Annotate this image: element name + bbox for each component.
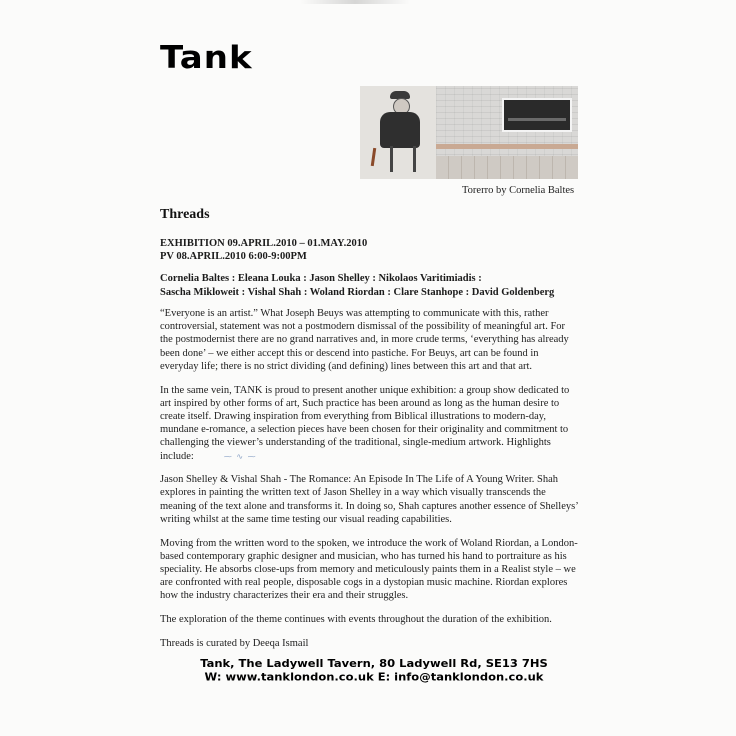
paragraph-text: In the same vein, TANK is proud to present another unique exhibition: a group show dedicated to art inspired by other forms of art, Such practice has been around as long as the human desire to create itself. Drawing inspiration from everything from Biblical illustrations to modern-day, mundane e-romance, a selection pieces have been chosen for their originality and commitment to challenging the viewer’s understanding of the traditional, single-medium artwork. Highlights include: [160, 384, 570, 462]
figure-legs [390, 146, 416, 172]
paragraph: Threads is curated by Deeqa Ismail [160, 637, 309, 649]
image-caption: Torerro by Cornelia Baltes [462, 185, 575, 196]
exhibition-title: Threads [160, 207, 210, 222]
hero-image [360, 86, 578, 179]
paragraph: The exploration of the theme continues with events throughout the duration of the exhibition. [160, 614, 552, 626]
paragraph: Jason Shelley & Vishal Shah - The Romance: An Episode In The Life of A Young Writer. Shah explores in painting the written text of Jason Shelley in a way which visually transcends the meaning of the text alone and transforms it. In doing so, Shah captures another essence of Shelleys’ writing whilst at the same time testing our visual reading capabilities. [160, 474, 578, 525]
paragraph: Moving from the written word to the spoken, we introduce the work of Woland Riordan, a London-based contemporary graphic designer and musician, who has turned his hand to portraiture as his speciality. He absorbs close-ups from memory and meticulously paints them in a Realist style – we are confronted with real people, disposable cogs in a dystopian music machine. Riordan explores how the industry characterizes their era and their struggles. [160, 537, 578, 602]
figure-coat [380, 112, 420, 148]
tank-logo: Tank [160, 39, 253, 77]
body-text [160, 307, 578, 660]
footer-address: Tank, The Ladywell Tavern, 80 Ladywell Rd, SE13 7HS [200, 656, 548, 670]
footer [164, 657, 584, 684]
scan-smudge [300, 0, 410, 4]
wall-base [436, 156, 578, 179]
exhibition-dates [160, 237, 367, 263]
artist-list [160, 272, 590, 299]
window [502, 98, 572, 132]
paragraph: “Everyone is an artist.” What Joseph Beuys was attempting to communicate with this, rather controversial, statement was not a postmodern dismissal of the possibility of meaningful art. For the postmodernist there are no grand narratives and, in more crude terms, ‘everything has already been done’ – we either accept this or descend into pastiche. For Beuys, art can be found in everyday life; there is no strict dividing (and defining) lines between this art and that art. [160, 308, 569, 372]
pv-line: PV 08.APRIL.2010 6:00-9:00PM [160, 251, 307, 262]
footer-contact: W: www.tanklondon.co.uk E: info@tanklondon.co.uk [204, 670, 544, 684]
artists-line: Sascha Mikloweit : Vishal Shah : Woland Riordan : Clare Stanhope : David Goldenberg [160, 286, 555, 298]
dates-line: EXHIBITION 09.APRIL.2010 – 01.MAY.2010 [160, 238, 368, 249]
paragraph [160, 384, 578, 463]
artists-line: Cornelia Baltes : Eleana Louka : Jason Shelley : Nikolaos Varitimiadis : [160, 273, 482, 284]
wall-ledge [436, 144, 578, 149]
pen-scribble: ⁓ ∿ ⁓ [223, 451, 257, 461]
